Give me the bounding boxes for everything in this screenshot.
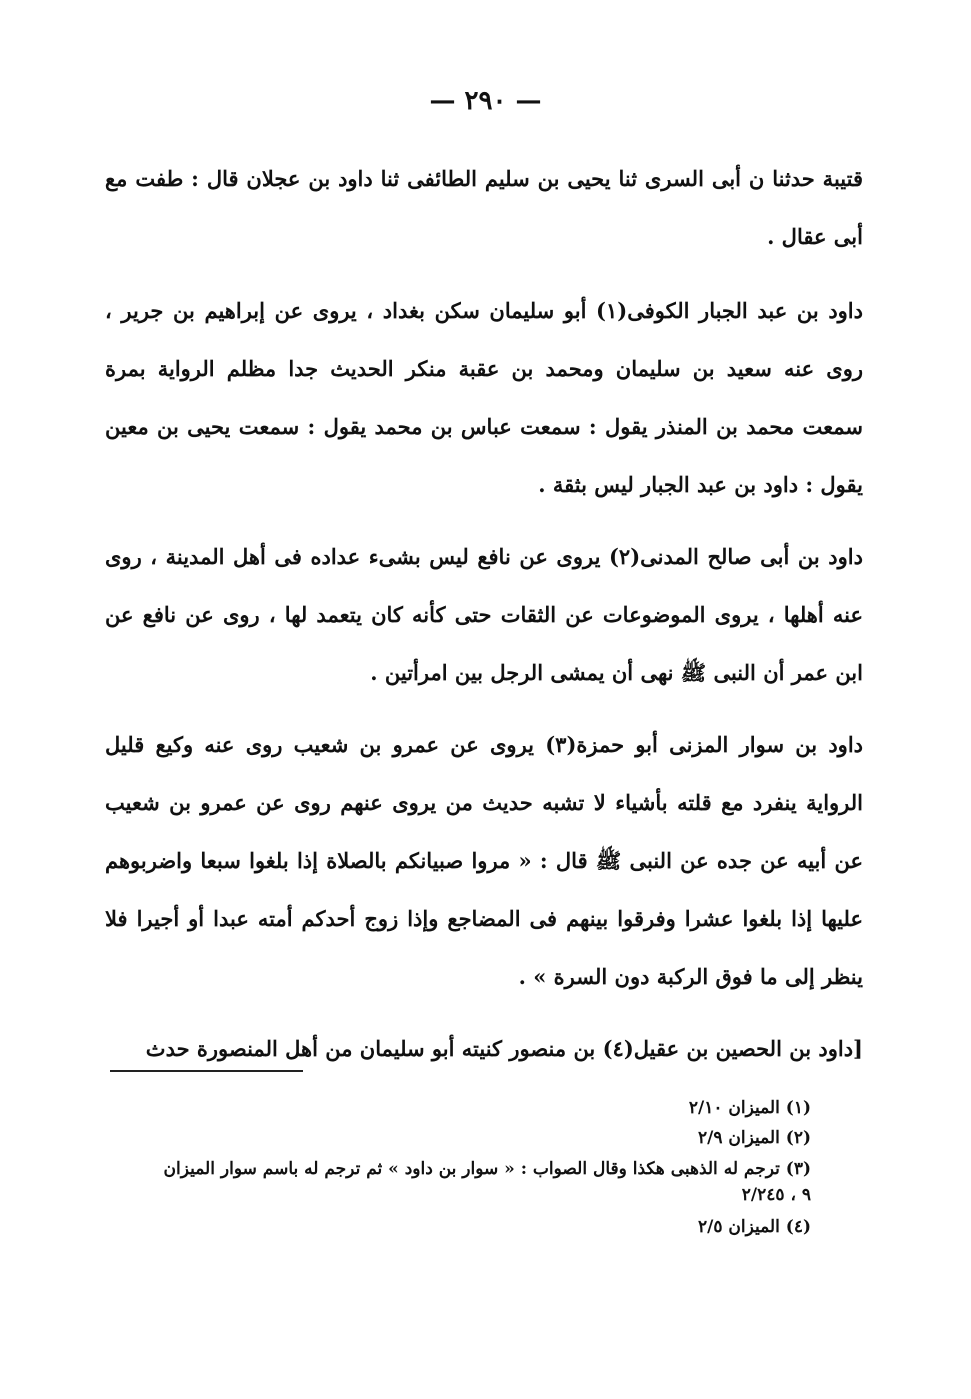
entry-dawud-ibn-sawwar: داود بن سوار المزنى أبو حمزة(٣) يروى عن عمرو بن شعيب روى عنه وكيع قليل الرواية ينفرد مع قلته بأشياء لا تشبه حديث من يروى عنهم روى عن عمرو بن شعيب عن أبيه عن جده عن النبى ﷺ قال : « مروا صبيانكم بالصلاة إذا بلغوا سبعا واضربوهم عليها إذا بلغوا عشرا وفرقوا بينهم فى المضاجع وإذا زوج أحدكم أمته عبدا أو أجيرا فلا ينظر إلى ما فوق الركبة دون السرة » .: [105, 732, 864, 989]
paragraph-1: قتيبة حدثنا ن أبى السرى ثنا يحيى بن سليم الطائفى ثنا داود بن عجلان قال : طفت مع أبى عقال .: [105, 166, 863, 249]
footnote-divider: [110, 1070, 303, 1072]
footnote-3: (٣) ترجم له الذهبى هكذا وقال الصواب : « سوار بن داود » ثم ترجم له باسم سوار الميزان ٩ ، ٢/٢٤٥: [163, 1159, 811, 1205]
footnotes: [150, 1093, 811, 1242]
entry-dawud-ibn-abi-salih: داود بن أبى صالح المدنى(٢) يروى عن نافع ليس بشىء عداده فى أهل المدينة ، روى عنه أهلها ، يروى الموضوعات عن الثقات حتى كأنه كان يتعمد لها ، روى عن نافع عن ابن عمر أن النبى ﷺ نهى أن يمشى الرجل بين امرأتين .: [105, 544, 863, 685]
entry-dawud-ibn-al-husayn: [داود بن الحصين بن عقيل(٤) بن منصور كنيته أبو سليمان من أهل المنصورة حدث: [145, 1036, 863, 1061]
entry-dawud-ibn-abd-al-jabbar: داود بن عبد الجبار الكوفى(١) أبو سليمان سكن بغداد ، يروى عن إبراهيم بن جرير ، روى عنه سعيد بن سليمان ومحمد بن عقبة منكر الحديث جدا مظلم الرواية بمرة سمعت محمد بن المنذر يقول : سمعت عباس بن محمد يقول : سمعت يحيى بن معين يقول : داود بن عبد الجبار ليس بثقة .: [105, 298, 863, 497]
page-number: — ٢٩٠ —: [429, 86, 542, 116]
footnote-4: (٤) الميزان ٢/٥: [697, 1217, 811, 1237]
footnote-2: (٢) الميزان ٢/٩: [697, 1128, 811, 1148]
footnote-1: (١) الميزان ٢/١٠: [688, 1098, 811, 1118]
main-text: [105, 150, 863, 1078]
